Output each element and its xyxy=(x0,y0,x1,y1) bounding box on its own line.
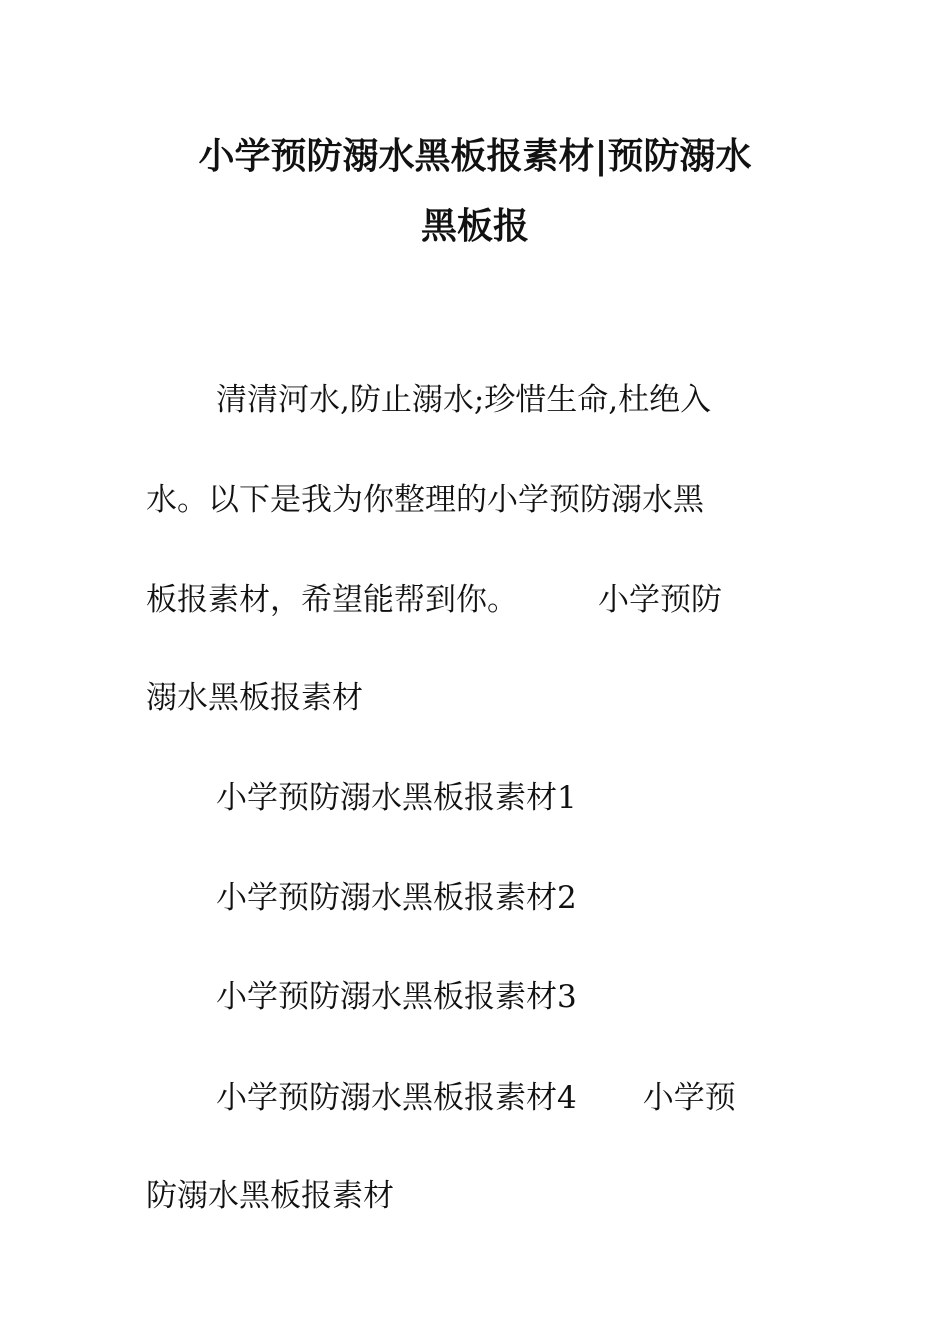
trailing-heading-start: 小学预 xyxy=(642,1080,736,1116)
paragraph-line-4: 溺水黑板报素材 xyxy=(146,680,363,716)
list-item-with-heading xyxy=(216,1080,736,1116)
list-item: 小学预防溺水黑板报素材1 xyxy=(216,780,577,816)
title-line-1: 小学预防溺水黑板报素材|预防溺水 xyxy=(198,135,752,177)
paragraph-line-3-heading: 小学预防 xyxy=(598,582,722,618)
list-item: 小学预防溺水黑板报素材3 xyxy=(216,979,577,1015)
title-line-2: 黑板报 xyxy=(420,205,529,247)
trailing-heading-end: 防溺水黑板报素材 xyxy=(146,1178,394,1214)
list-item: 小学预防溺水黑板报素材4 xyxy=(216,1080,577,1116)
paragraph-line-3-text: 板报素材，希望能帮到你。 xyxy=(146,582,518,618)
paragraph-line-3 xyxy=(146,582,722,618)
paragraph-line-1: 清清河水,防止溺水;珍惜生命,杜绝入 xyxy=(216,382,712,418)
list-item: 小学预防溺水黑板报素材2 xyxy=(216,880,577,916)
paragraph-line-2: 水。以下是我为你整理的小学预防溺水黑 xyxy=(146,482,704,518)
